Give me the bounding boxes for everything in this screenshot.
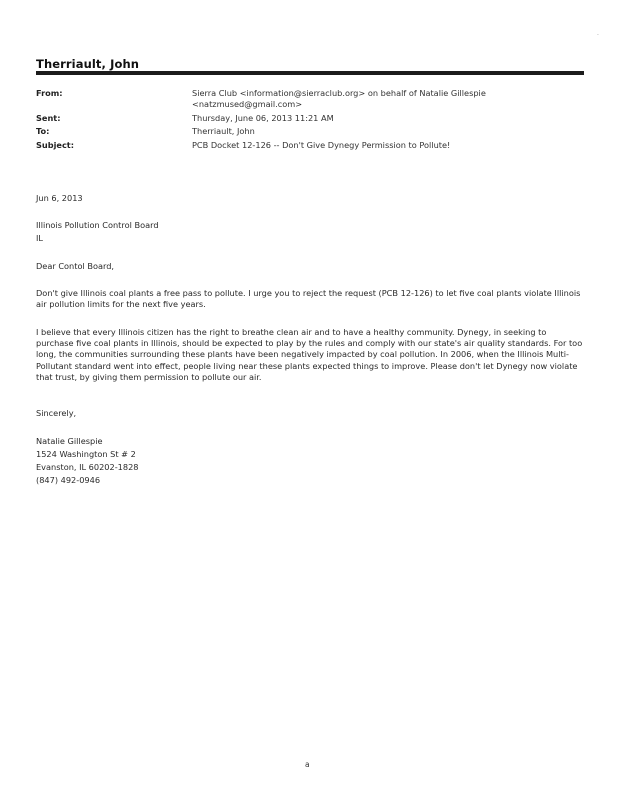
signature-city: Evanston, IL 60202-1828	[36, 462, 139, 472]
subject-value: PCB Docket 12-126 -- Don't Give Dynegy Permission to Pollute!	[192, 140, 451, 150]
recipient-name: Illinois Pollution Control Board	[36, 220, 159, 230]
paragraph-1	[36, 288, 584, 310]
paragraph-2	[36, 327, 584, 383]
mailbox-owner-name: Therriault, John	[36, 57, 140, 71]
sent-value: Thursday, June 06, 2013 11:21 AM	[192, 113, 334, 123]
from-label: From:	[36, 88, 63, 98]
header-rule	[36, 71, 584, 75]
subject-label: Subject:	[36, 140, 74, 150]
corner-mark: .	[597, 30, 599, 37]
signature-street: 1524 Washington St # 2	[36, 449, 136, 459]
to-value: Therriault, John	[192, 126, 255, 136]
from-value: Sierra Club <information@sierraclub.org> on behalf of Natalie Gillespie	[192, 88, 486, 98]
salutation: Dear Contol Board,	[36, 261, 115, 271]
to-label: To:	[36, 126, 50, 136]
page-number: a	[305, 760, 310, 769]
signature-phone: (847) 492-0946	[36, 475, 101, 485]
sent-label: Sent:	[36, 113, 61, 123]
paragraph-1-text: Don't give Illinois coal plants a free pass to pollute. I urge you to reject the request (PCB 12-126) to let five coal plants violate Illinois air pollution limits for the next five years.	[36, 288, 581, 310]
from-email-value: <natzmused@gmail.com>	[192, 99, 303, 109]
closing: Sincerely,	[36, 408, 77, 418]
signature-name: Natalie Gillespie	[36, 436, 103, 446]
letter-date: Jun 6, 2013	[36, 193, 83, 203]
recipient-state: IL	[36, 233, 43, 243]
paragraph-2-text: I believe that every Illinois citizen has the right to breathe clean air and to have a healthy community. Dynegy, in seeking to purchase five coal plants in Illinois, should be expected to play by the rules and comply with our state's air quality standards. For too long, the communities surrounding these plants have been negatively impacted by coal pollution. In 2006, when the Illinois Multi-Pollutant standard went into effect, people living near these plants expected things to improve. Please don't let Dynegy now violate that trust, by giving them permission to pollute our air.	[36, 327, 583, 382]
